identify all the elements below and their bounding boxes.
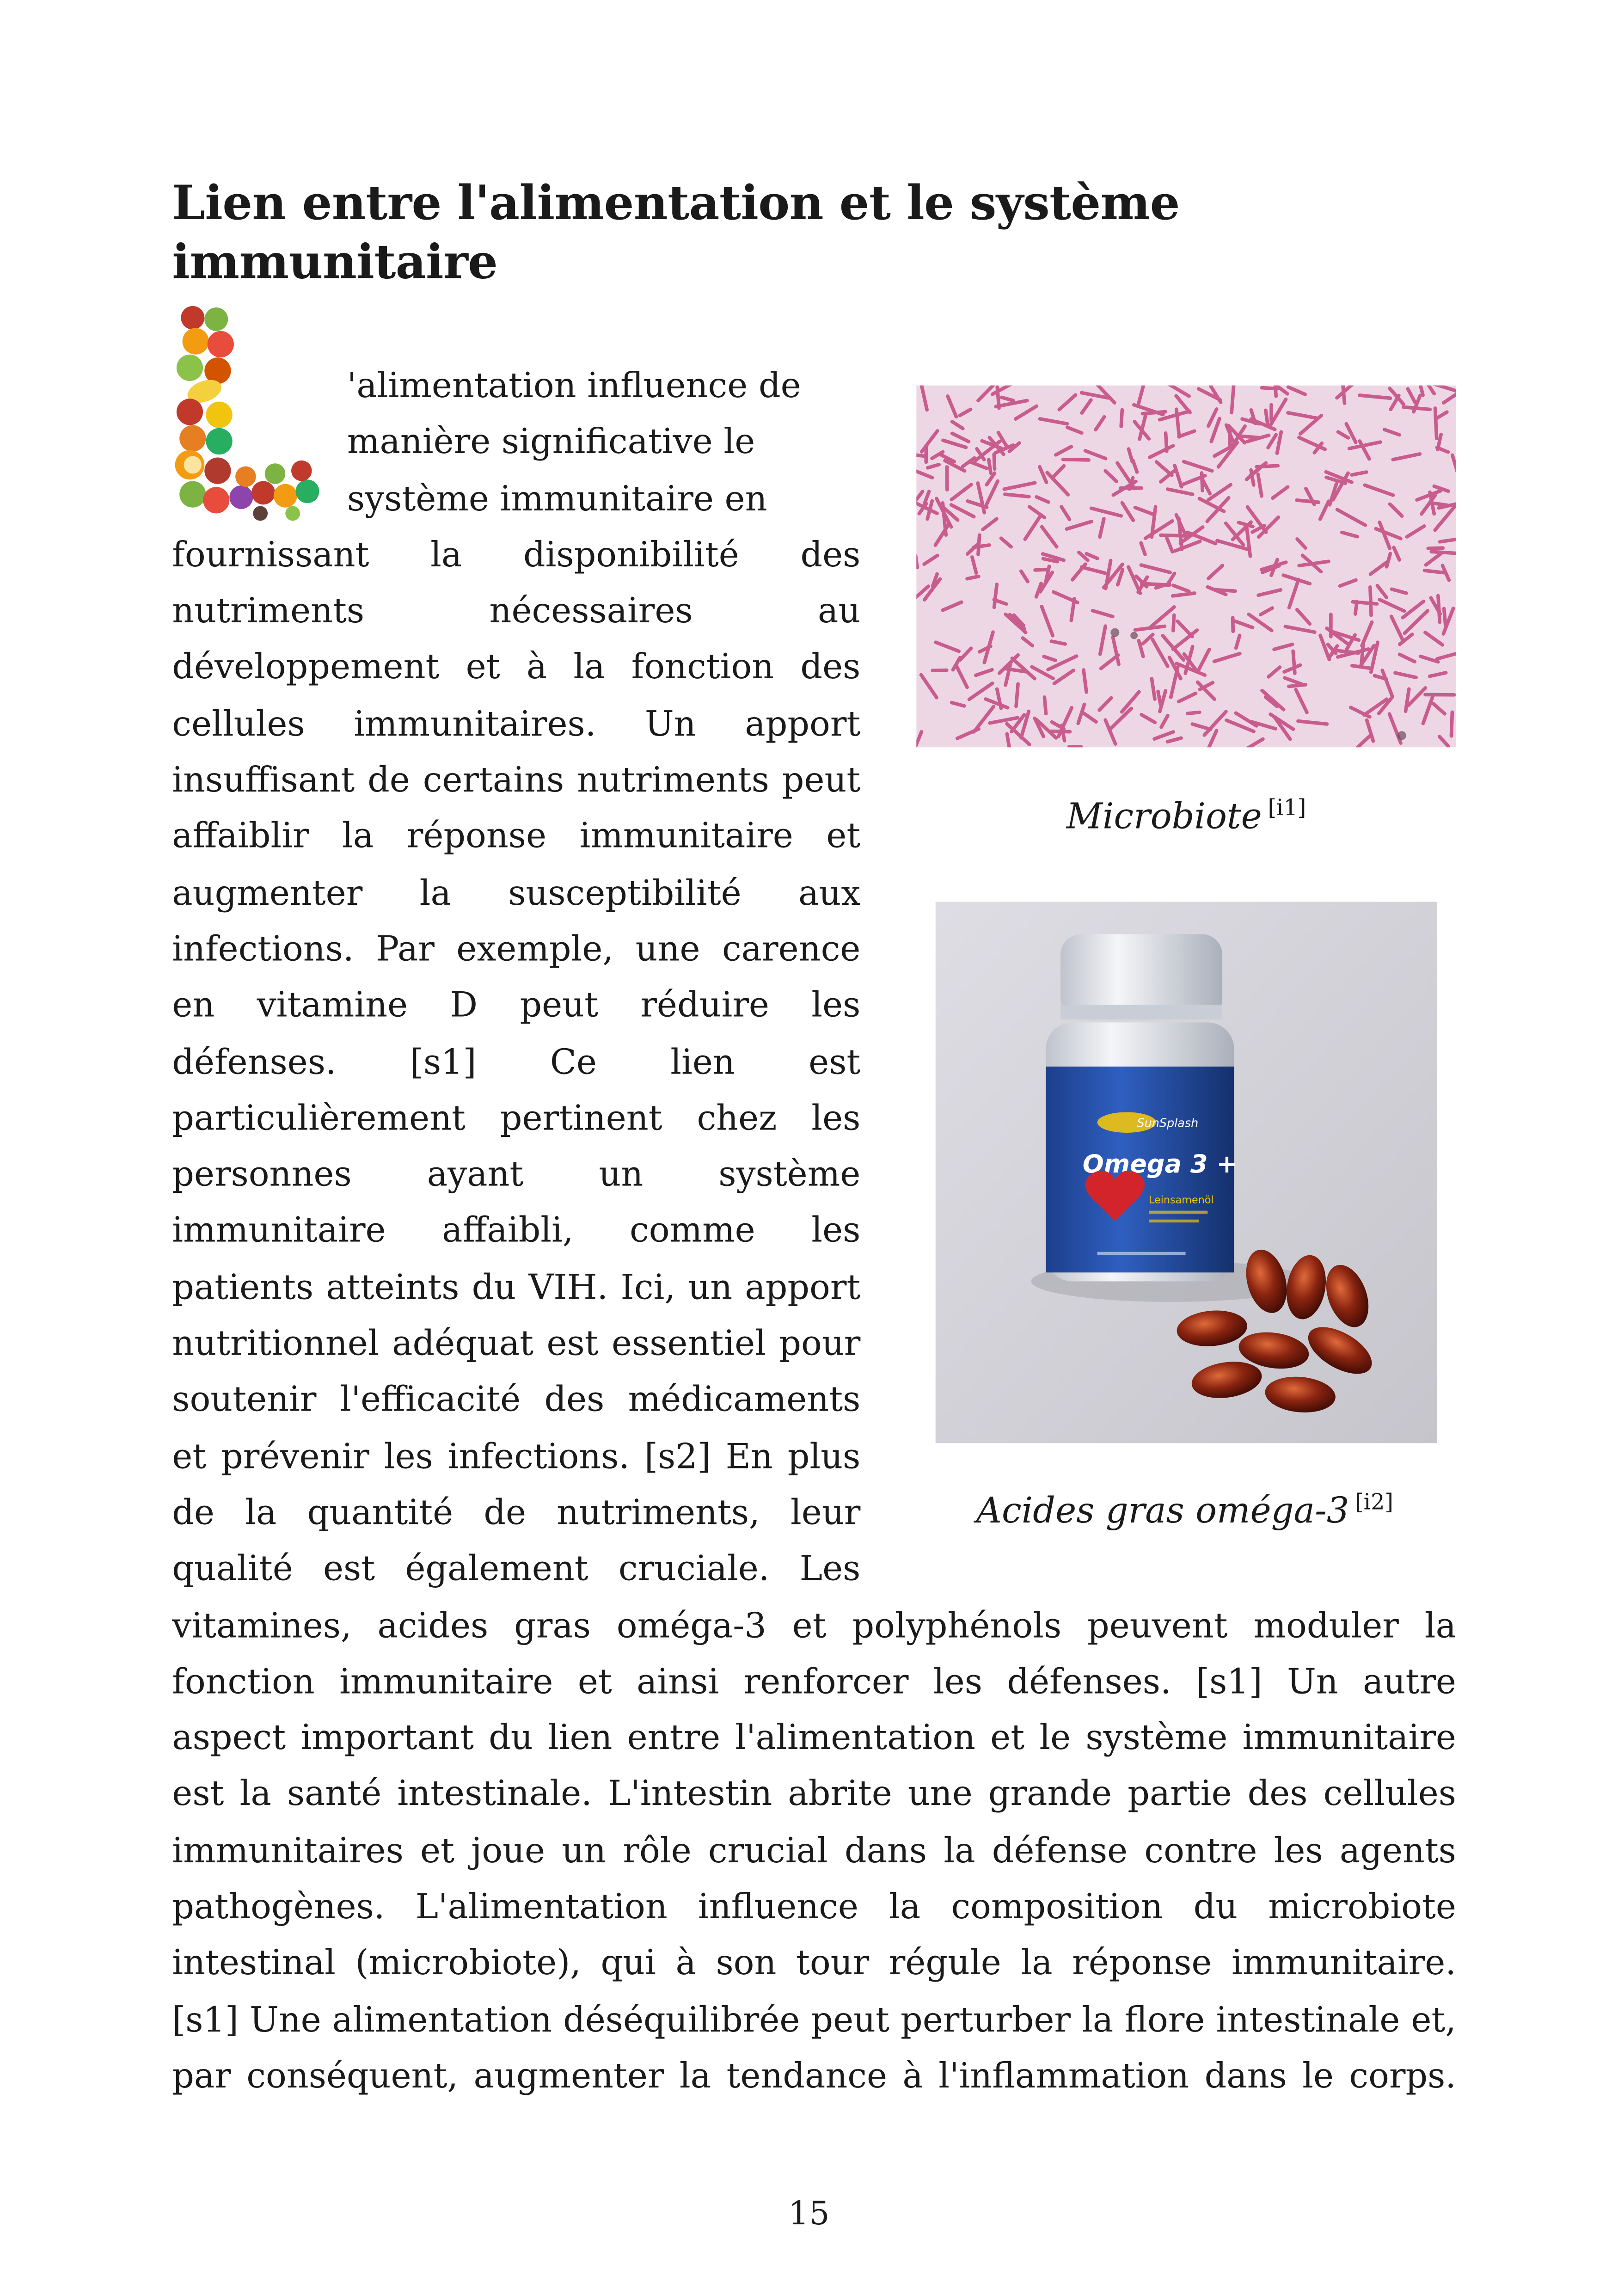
text-line: personnes ayant un système [172,1154,861,1195]
text-line: particulièrement pertinent chez les [172,1097,861,1139]
bacterium-shape [1438,595,1440,622]
bacterium-shape [1005,494,1029,497]
bottle-product-text: Omega 3 + [1082,1149,1238,1179]
text-line: cellules immunitaires. Un apport [172,703,861,744]
bacterium-shape [1352,666,1370,668]
text-line: développement et à la fonction des [172,646,861,688]
text-line: infections. Par exemple, une carence [172,928,861,970]
bacterium-shape [1425,571,1444,573]
text-line: patients atteints du VIH. Ici, un apport [172,1266,861,1308]
omega-3-bottle-photo [936,902,1437,1443]
text-line: intestinal (microbiote), qui à son tour régule la réponse immunitaire. [172,1942,1456,1984]
text-line: 'alimentation influence de [347,365,801,406]
figure-caption-omega-3: Acides gras oméga-3 [i2] [976,1488,1394,1532]
bacterium-shape [1188,712,1200,714]
page-number: 15 [788,2196,830,2233]
bacterium-shape [1044,697,1046,714]
bacterium-shape [978,535,980,554]
text-line: qualité est également cruciale. Les [172,1547,861,1590]
text-line: pathogènes. L'alimentation influence la composition du microbiote [172,1886,1456,1928]
bacterium-shape [932,670,947,671]
figure-caption-microbiote: Microbiote [i1] [1066,794,1306,837]
text-line: est la santé intestinale. L'intestin abrite une grande partie des cellules [172,1773,1456,1815]
text-line: nutriments nécessaires au [172,590,861,632]
text-line: fournissant la disponibilité des [172,534,861,575]
page-title: Lien entre l'alimentation et le système immunitaire [172,175,1180,290]
bacterium-shape [1173,615,1174,631]
text-line: de la quantité de nutriments, leur [172,1492,861,1533]
bacterium-shape [1297,500,1318,502]
bacterium-shape [967,577,979,579]
text-line: en vitamine D peut réduire les [172,984,861,1026]
text-line: [s1] Une alimentation déséquilibrée peut perturber la flore intestinale et, [172,1998,1456,2040]
bacterium-shape [989,460,991,473]
bacterium-shape [916,556,917,567]
bacterium-shape [1444,608,1446,627]
text-line: immunitaires et joue un rôle crucial dans la défense contre les agents [172,1829,1456,1871]
bacterium-shape [1158,691,1160,705]
text-line: soutenir l'efficacité des médicaments [172,1379,861,1420]
bacterium-shape [1435,503,1448,505]
text-line: augmenter la susceptibilité aux [172,872,861,913]
text-line: nutritionnel adéquat est essentiel pour [172,1322,861,1364]
bacterium-shape [1232,386,1234,413]
microbiota-micrograph-image [916,386,1456,748]
text-line: et prévenir les infections. [s2] En plus [172,1435,861,1477]
bacterium-shape [1451,712,1452,736]
bacterium-shape [1202,473,1203,491]
text-line: manière significative le [347,421,755,463]
text-line: défenses. [s1] Ce lien est [172,1041,861,1082]
bacterium-shape [1121,410,1122,426]
bacterium-shape [1275,386,1276,396]
text-line: fonction immunitaire et ainsi renforcer les défenses. [s1] Un autre [172,1660,1456,1702]
bottle-subtitle-text: Leinsamenöl [1148,1194,1214,1206]
bacterium-shape [1266,410,1268,425]
text-line: affaiblir la réponse immunitaire et [172,815,861,857]
bacterium-shape [1353,602,1377,604]
text-line: insuffisant de certains nutriments peut [172,759,861,801]
bacterium-shape [1289,685,1305,687]
text-line: aspect important du lien entre l'alimentation et le système immunitaire [172,1717,1456,1758]
bacterium-shape [1016,684,1018,706]
bacterium-shape [1243,436,1259,438]
bacterium-shape [1370,587,1371,615]
bacterium-shape [997,387,999,408]
bottle-brand-text: SunSplash [1137,1116,1199,1130]
text-line: par conséquent, augmenter la tendance à l'inflammation dans le corps. [172,2055,1456,2096]
text-line: système immunitaire en [347,477,767,519]
text-line: vitamines, acides gras oméga-3 et polyphénols peuvent moduler la [172,1604,1456,1645]
bacterium-shape [1293,651,1295,673]
bacterium-shape [1215,590,1235,591]
bacterium-shape [1431,552,1456,553]
text-line: immunitaire affaibli, comme les [172,1209,861,1251]
bacterium-shape [1435,408,1436,438]
